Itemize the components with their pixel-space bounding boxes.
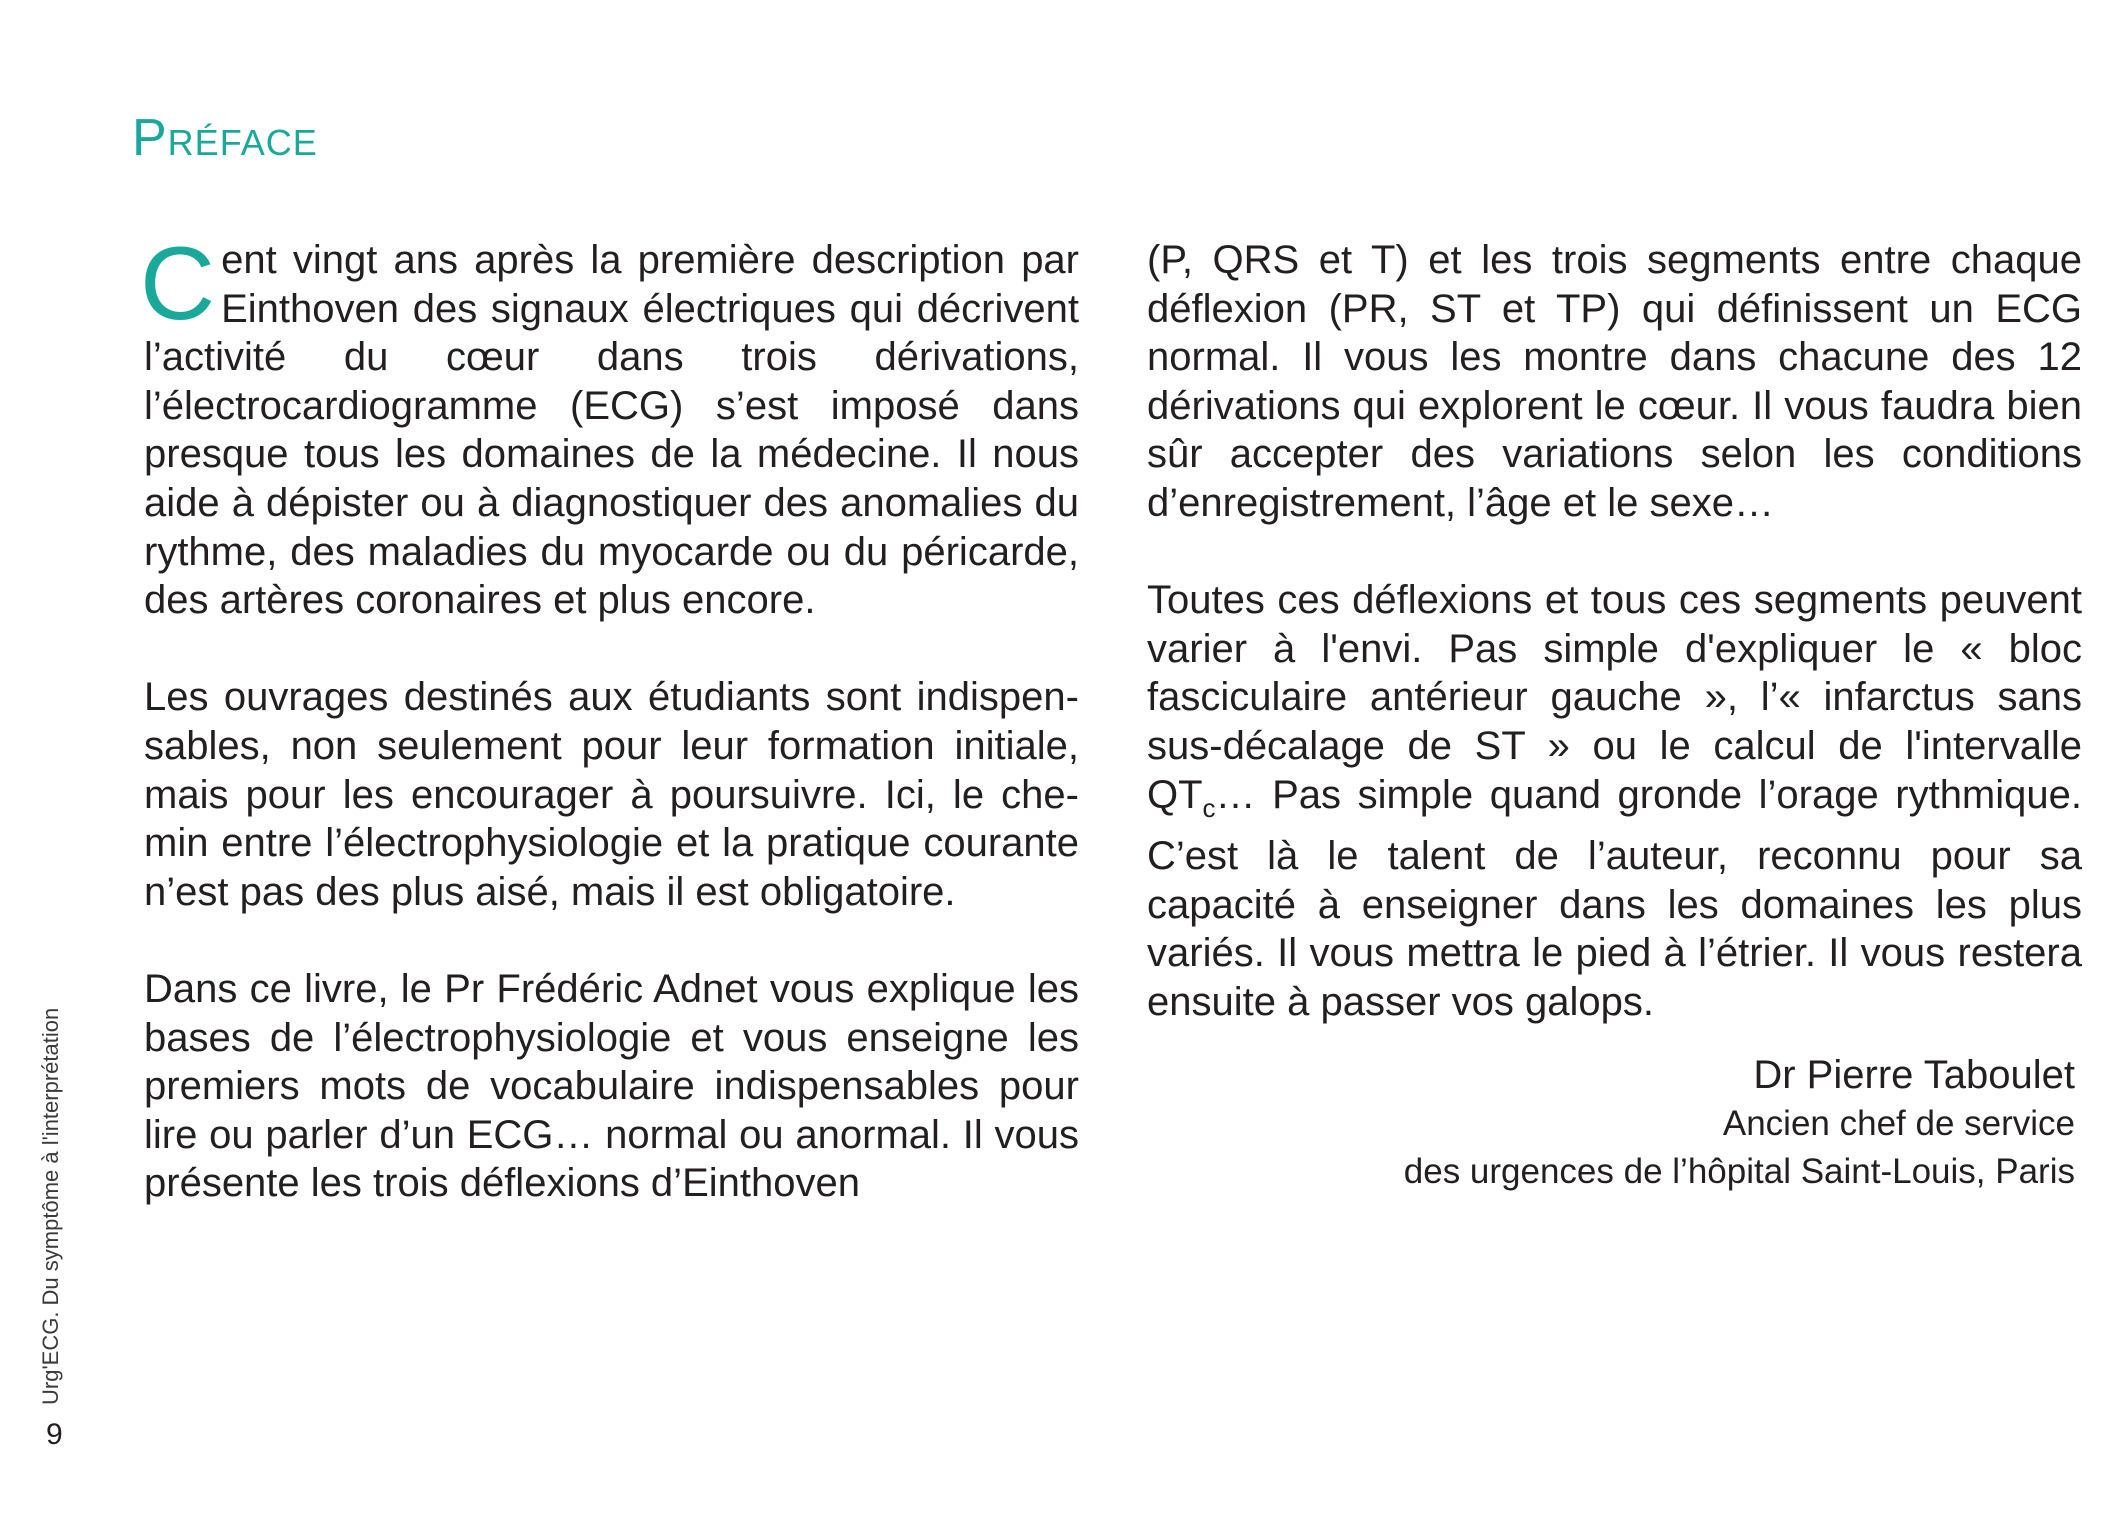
paragraph-intro bbox=[140, 226, 1079, 625]
paragraph-deflections: (P, QRS et T) et les trois segments entre chaque déflexion (PR, ST et TP) qui définissent un ECG normal. Il vous les montre dans chacune des 12 dérivations qui explorent le cœur. Il vous faudra bien sûr accepter des variations selon les conditions d’enregistrement, l’âge et le sexe… bbox=[1147, 238, 2082, 525]
paragraph-intro-text: ent vingt ans après la première description par Einthoven des signaux électriques qui décrivent l’activité du cœur dans trois dérivations, l’électrocardiogramme (ECG) s’est imposé dans presque tous les domaines de la médecine. Il nous aide à dépister ou à diagnostiquer des anomalies du rythme, des maladies du myocarde ou du péricarde, des artères coronaires et plus encore. bbox=[144, 238, 1079, 623]
right-column bbox=[1147, 236, 2082, 1075]
qt-subscript: c bbox=[1202, 792, 1216, 823]
left-column bbox=[140, 226, 1079, 1256]
running-title: Urg'ECG. Du symptôme à l'interprétation bbox=[38, 1007, 63, 1405]
page-number: 9 bbox=[46, 1418, 63, 1451]
drop-cap: C bbox=[140, 226, 216, 342]
paragraph-book: Dans ce livre, le Pr Frédéric Adnet vous explique les bases de l’électrophysiologie et vous enseigne les premiers mots de vocabulaire indispensables pour lire ou parler d’un ECG… normal ou anormal. Il vous présente les trois déflexions d’Einthoven bbox=[144, 966, 1079, 1206]
paragraph-students: Les ouvrages destinés aux étudiants sont indispensables, non seulement pour leur formation initiale, mais pour les encourager à poursuivre. Ici, le chemin entre l’électrophysiologie et la pratique courante n’est pas des plus aisé, mais il est obligatoire. bbox=[144, 675, 1079, 914]
signature-block bbox=[1175, 1050, 2075, 1196]
paragraph-variations-text-1: Toutes ces déflexions et tous ces segments peuvent varier à l'envi. Pas simple d'expliquer le « bloc fasciculaire antérieur gauche », l’« infarctus sans sus-décalage de ST » ou le calcul de l'intervalle QT bbox=[1147, 578, 2082, 817]
author-role-line-2: des urgences de l’hôpital Saint-Louis, Paris bbox=[1403, 1152, 2075, 1191]
paragraph-variations-text-2: … Pas simple quand gronde l’orage rythmique. C’est là le talent de l’auteur, reconnu pour sa capacité à enseigner dans les domaines les plus variés. Il vous mettra le pied à l’étrier. Il vous restera ensuite à passer vos galops. bbox=[1147, 772, 2082, 1024]
paragraph-variations bbox=[1147, 576, 2082, 1026]
page-title: Préface bbox=[132, 109, 318, 167]
author-role-line-1: Ancien chef de service bbox=[1722, 1104, 2075, 1143]
author-name: Dr Pierre Taboulet bbox=[1753, 1053, 2075, 1097]
